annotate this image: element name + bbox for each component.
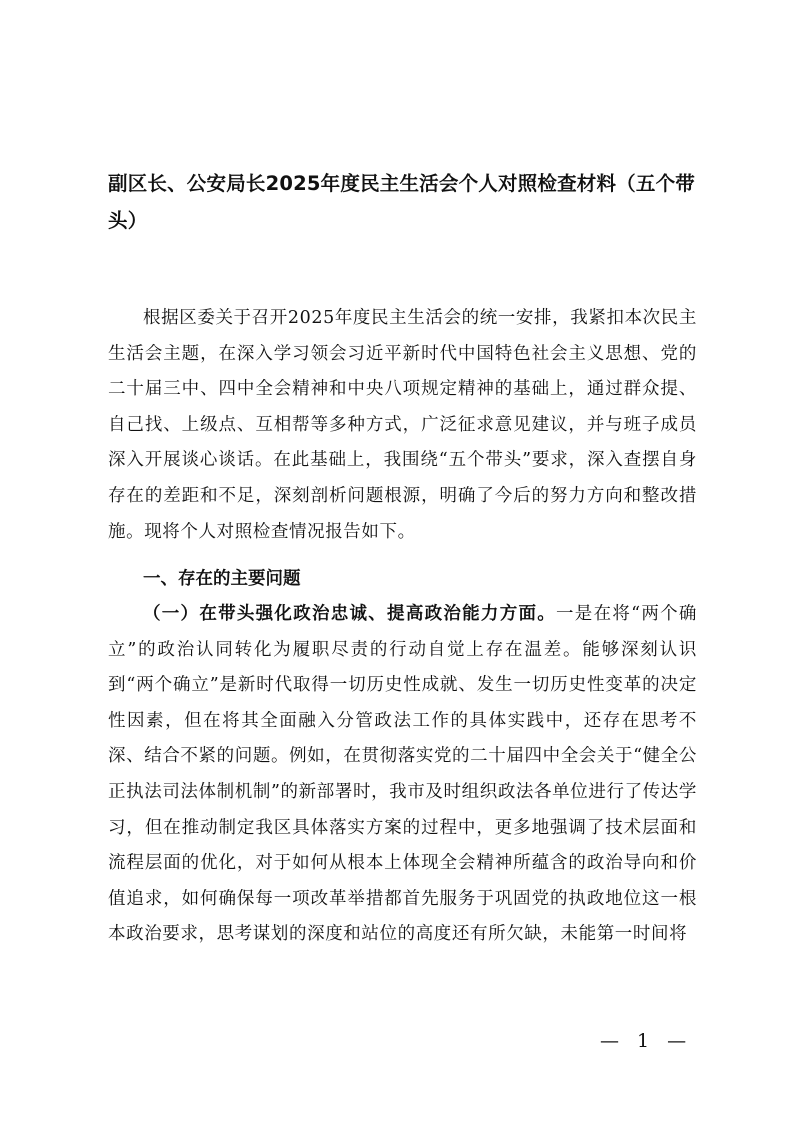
intro-paragraph: 根据区委关于召开2025年度民主生活会的统一安排，我紧扣本次民主生活会主题，在深入学习领会习近平新时代中国特色社会主义思想、党的二十届三中、四中全会精神和中央八项规定精神的基础上，通过群众提、自己找、上级点、互相帮等多种方式，广泛征求意见建议，并与班子成员深入开展谈心谈话。在此基础上，我围绕“五个带头”要求，深入查摆自身存在的差距和不足，深刻剖析问题根源，明确了今后的努力方向和整改措施。现将个人对照检查情况报告如下。 <box>108 308 697 542</box>
section-heading: 一、存在的主要问题 <box>143 569 301 589</box>
item-body-text: 一是在将“两个确立”的政治认同转化为履职尽责的行动自觉上存在温差。能够深刻认识到“两个确立”是新时代取得一切历史性成就、发生一切历史性变革的决定性因素，但在将其全面融入分管政法工作的具体实践中，还存在思考不深、结合不紧的问题。例如，在贯彻落实党的二十届四中全会关于“健全公正执法司法体制机制”的新部署时，我市及时组织政法各单位进行了传达学习，但在推动制定我区具体落实方案的过程中，更多地强调了技术层面和流程层面的优化，对于如何从根本上体现全会精神所蕴含的政治导向和价值追求，如何确保每一项改革举措都首先服务于巩固党的执政地位这一根本政治要求，思考谋划的深度和站位的高度还有所欠缺，未能第一时间将 <box>108 604 697 945</box>
item-subheading: （一）在带头强化政治忠诚、提高政治能力方面。 <box>143 604 557 624</box>
item-paragraph <box>108 597 697 953</box>
page-number: — 1 — <box>600 1030 693 1052</box>
page-title: 副区长、公安局长2025年度民主生活会个人对照检查材料（五个带头） <box>108 172 695 232</box>
